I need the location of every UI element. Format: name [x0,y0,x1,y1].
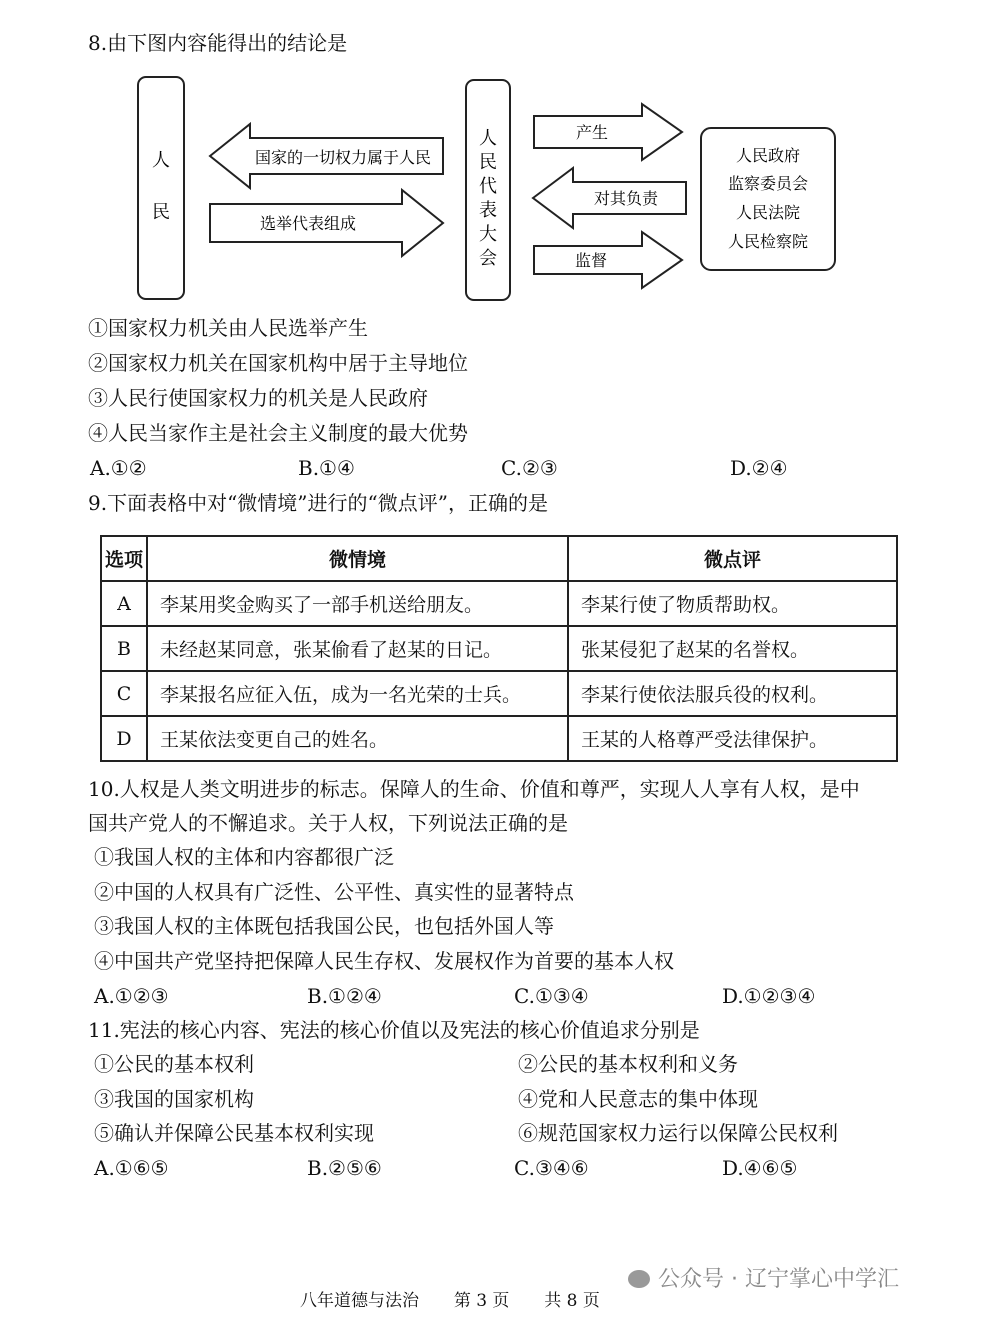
arrow-responsible-label: 对其负责 [593,189,659,208]
header-comment: 微点评 [568,536,897,581]
row-comment: 李某行使依法服兵役的权利。 [568,671,897,716]
arrow-left-label: 国家的一切权力属于人民 [254,148,432,167]
row-label: C [101,671,147,716]
people-char-1: 人 [152,150,170,171]
q8-option-c[interactable]: C.②③ [501,456,558,480]
row-comment: 李某行使了物质帮助权。 [568,581,897,626]
q10-option-a[interactable]: A.①②③ [94,984,169,1008]
q11-statement-3: ③我国的国家机构 [94,1087,254,1111]
arrow-right-label: 选举代表组成 [259,214,357,233]
congress-char-1: 人 [479,128,497,149]
q10-statement-4: ④中国共产党坚持把保障人民生存权、发展权作为首要的基本人权 [94,949,674,973]
congress-char-5: 大 [479,224,497,245]
row-scenario: 李某报名应征入伍，成为一名光荣的士兵。 [147,671,568,716]
organ-3: 人民法院 [735,203,801,222]
q10-statement-1: ①我国人权的主体和内容都很广泛 [94,845,394,869]
organ-2: 监察委员会 [727,174,809,193]
q11-option-d[interactable]: D.④⑥⑤ [722,1156,798,1180]
q10-option-c[interactable]: C.①③④ [514,984,589,1008]
row-label: B [101,626,147,671]
table-row [101,581,897,626]
q11-statement-6: ⑥规范国家权力运行以保障公民权利 [518,1121,838,1145]
congress-char-6: 会 [479,248,497,269]
q11-option-c[interactable]: C.③④⑥ [514,1156,589,1180]
q8-option-a[interactable]: A.①② [90,456,147,480]
watermark [628,1262,899,1293]
q11-stem: 11.宪法的核心内容、宪法的核心价值以及宪法的核心价值追求分别是 [88,1018,700,1042]
q9-table [100,535,898,762]
footer-page: 第 3 页 [453,1291,510,1311]
q11-statement-1: ①公民的基本权利 [94,1052,254,1076]
arrow-supervise-label: 监督 [574,251,608,270]
q10-option-d[interactable]: D.①②③④ [722,984,816,1008]
q8-option-b[interactable]: B.①④ [298,456,355,480]
q10-stem-line1: 10.人权是人类文明进步的标志。保障人的生命、价值和尊严，实现人人享有人权，是中 [88,777,860,801]
page-footer [300,1286,600,1311]
congress-char-3: 代 [479,176,497,197]
q11-option-b[interactable]: B.②⑤⑥ [307,1156,382,1180]
table-row [101,716,897,761]
header-option: 选项 [101,536,147,581]
people-char-2: 民 [152,202,170,223]
table-row [101,626,897,671]
q11-statement-5: ⑤确认并保障公民基本权利实现 [94,1121,374,1145]
q9-stem: 9.下面表格中对“微情境”进行的“微点评”，正确的是 [88,491,548,515]
q8-statement-2: ②国家权力机关在国家机构中居于主导地位 [88,351,468,375]
table-row [101,671,897,716]
q10-stem-line2: 国共产党人的不懈追求。关于人权，下列说法正确的是 [88,811,568,835]
organ-4: 人民检察院 [727,232,809,251]
footer-subject: 八年道德与法治 [300,1291,419,1311]
congress-char-2: 民 [479,152,497,173]
organ-1: 人民政府 [735,146,801,165]
arrow-produce-label: 产生 [575,123,609,142]
q8-statement-4: ④人民当家作主是社会主义制度的最大优势 [88,421,468,445]
arrow-supervise-shape [534,232,682,288]
congress-char-4: 表 [479,200,497,221]
q11-option-a[interactable]: A.①⑥⑤ [94,1156,169,1180]
q8-option-d[interactable]: D.②④ [730,456,788,480]
q11-statement-4: ④党和人民意志的集中体现 [518,1087,758,1111]
q8-stem: 8.由下图内容能得出的结论是 [88,31,348,55]
q10-option-b[interactable]: B.①②④ [307,984,382,1008]
q8-diagram [130,72,850,307]
watermark-text: 公众号 · 辽宁掌心中学汇 [658,1267,899,1292]
row-label: A [101,581,147,626]
q8-statement-3: ③人民行使国家权力的机关是人民政府 [88,386,428,410]
header-scenario: 微情境 [147,536,568,581]
table-header-row [101,536,897,581]
q10-statement-2: ②中国的人权具有广泛性、公平性、真实性的显著特点 [94,880,574,904]
row-scenario: 未经赵某同意，张某偷看了赵某的日记。 [147,626,568,671]
q10-statement-3: ③我国人权的主体既包括我国公民，也包括外国人等 [94,914,554,938]
row-comment: 王某的人格尊严受法律保护。 [568,716,897,761]
q11-statement-2: ②公民的基本权利和义务 [518,1052,738,1076]
row-scenario: 王某依法变更自己的姓名。 [147,716,568,761]
people-box [138,77,184,299]
footer-total: 共 8 页 [544,1291,600,1311]
row-label: D [101,716,147,761]
row-scenario: 李某用奖金购买了一部手机送给朋友。 [147,581,568,626]
wechat-icon [628,1270,650,1288]
row-comment: 张某侵犯了赵某的名誉权。 [568,626,897,671]
q8-statement-1: ①国家权力机关由人民选举产生 [88,316,368,340]
